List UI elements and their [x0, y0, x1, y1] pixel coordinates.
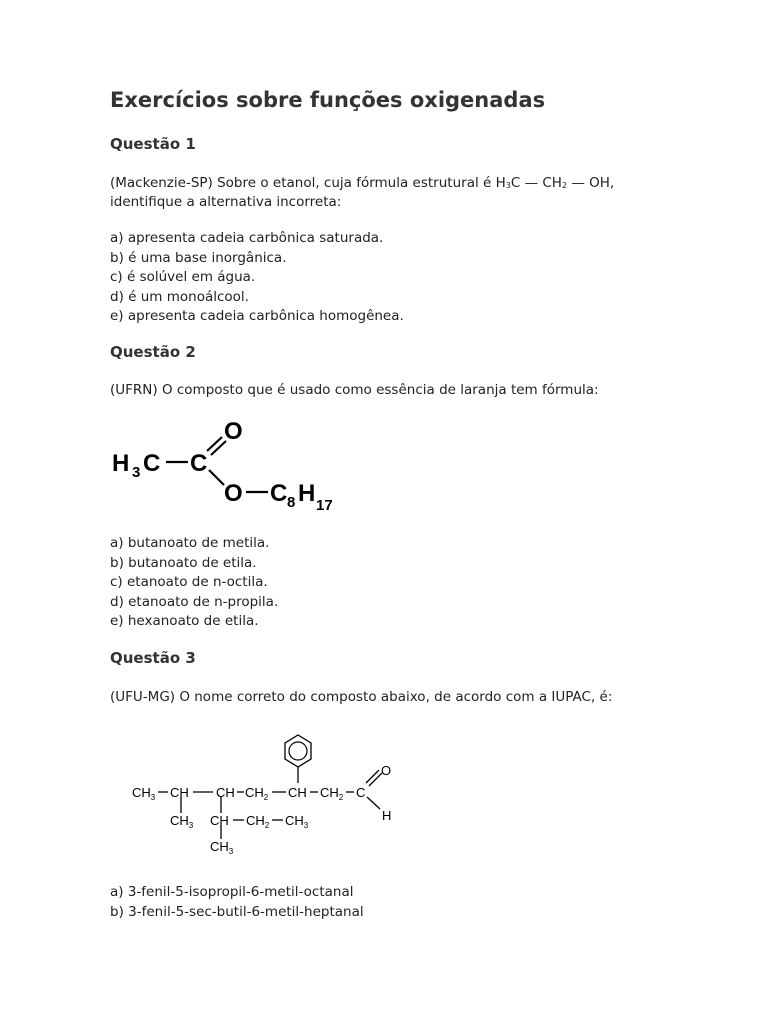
option-d: d) etanoato de n-propila.: [110, 593, 279, 610]
option-e: e) apresenta cadeia carbônica homogênea.: [110, 308, 404, 324]
bond-c-h: [367, 797, 380, 809]
carbon-octyl: C: [270, 480, 288, 507]
h-subscript: 3: [132, 464, 141, 481]
ch2-6: $CH_2$: [320, 785, 344, 802]
bond-c-o-2: [369, 773, 382, 786]
question-2-intro: (UFRN) O composto que é usado como essência de laranja tem fórmula:: [110, 382, 599, 398]
question-2-heading: Questão 2: [110, 343, 196, 361]
question-1-heading: Questão 1: [110, 135, 196, 153]
ester-structure: [110, 415, 360, 520]
c8-subscript: 8: [287, 494, 296, 511]
option-c: c) é solúvel em água.: [110, 269, 256, 285]
c-aldehyde: C: [356, 785, 366, 800]
question-3-heading: Questão 3: [110, 649, 196, 667]
question-1-intro-line2: identifique a alternativa incorreta:: [110, 194, 342, 210]
option-b: b) butanoato de etila.: [110, 554, 257, 571]
carbon-carbonyl: C: [190, 450, 208, 477]
h-atom: H: [112, 450, 130, 477]
o-aldehyde: O: [381, 763, 392, 778]
question-3-options: [110, 883, 364, 922]
carbon-methyl: C: [143, 450, 161, 477]
question-1-options: [110, 229, 404, 327]
oxygen-carbonyl: O: [224, 418, 243, 445]
option-b: b) é uma base inorgânica.: [110, 249, 287, 266]
ch3-branch-1: $CH_3$: [170, 813, 194, 830]
ch-3: CH: [216, 785, 235, 800]
ch3-branch-3: $CH_3$: [210, 839, 234, 856]
option-a: a) butanoato de metila.: [110, 535, 270, 551]
option-a: a) apresenta cadeia carbônica saturada.: [110, 230, 384, 246]
bond-c-o-double-2: [211, 441, 226, 455]
bond-c-o-1: [366, 770, 379, 783]
ch3-1: $CH_3$: [132, 785, 156, 802]
question-2-options: [110, 534, 278, 632]
h17-subscript: 17: [316, 497, 333, 514]
h-aldehyde: H: [382, 808, 392, 823]
question-1-intro: (Mackenzie-SP) Sobre o etanol, cuja fórmula estrutural é $H_3C$ — $CH_2$ — OH,: [110, 175, 615, 191]
hydrogen-octyl: H: [298, 480, 316, 507]
option-a: a) 3-fenil-5-isopropil-6-metil-octanal: [110, 884, 354, 900]
ch-5: CH: [288, 785, 307, 800]
ch-branch-2: CH: [210, 813, 229, 828]
ch2-4: $CH_2$: [245, 785, 269, 802]
ch3-branch-2: $CH_3$: [285, 813, 309, 830]
aldehyde-structure: [110, 725, 430, 865]
page-title: Exercícios sobre funções oxigenadas: [110, 88, 546, 112]
question-3-intro: (UFU-MG) O nome correto do composto abaixo, de acordo com a IUPAC, é:: [110, 689, 613, 705]
phenyl-ring: [285, 735, 311, 767]
option-e: e) hexanoato de etila.: [110, 613, 259, 629]
oxygen-ester: O: [224, 480, 243, 507]
bond-c-o-double-1: [207, 437, 222, 451]
ch2-branch-2: $CH_2$: [246, 813, 270, 830]
option-b: b) 3-fenil-5-sec-butil-6-metil-heptanal: [110, 903, 364, 920]
ch-2: CH: [170, 785, 189, 800]
option-c: c) etanoato de n-octila.: [110, 574, 268, 590]
option-d: d) é um monoálcool.: [110, 288, 249, 305]
bond-c-o-single: [209, 470, 224, 485]
